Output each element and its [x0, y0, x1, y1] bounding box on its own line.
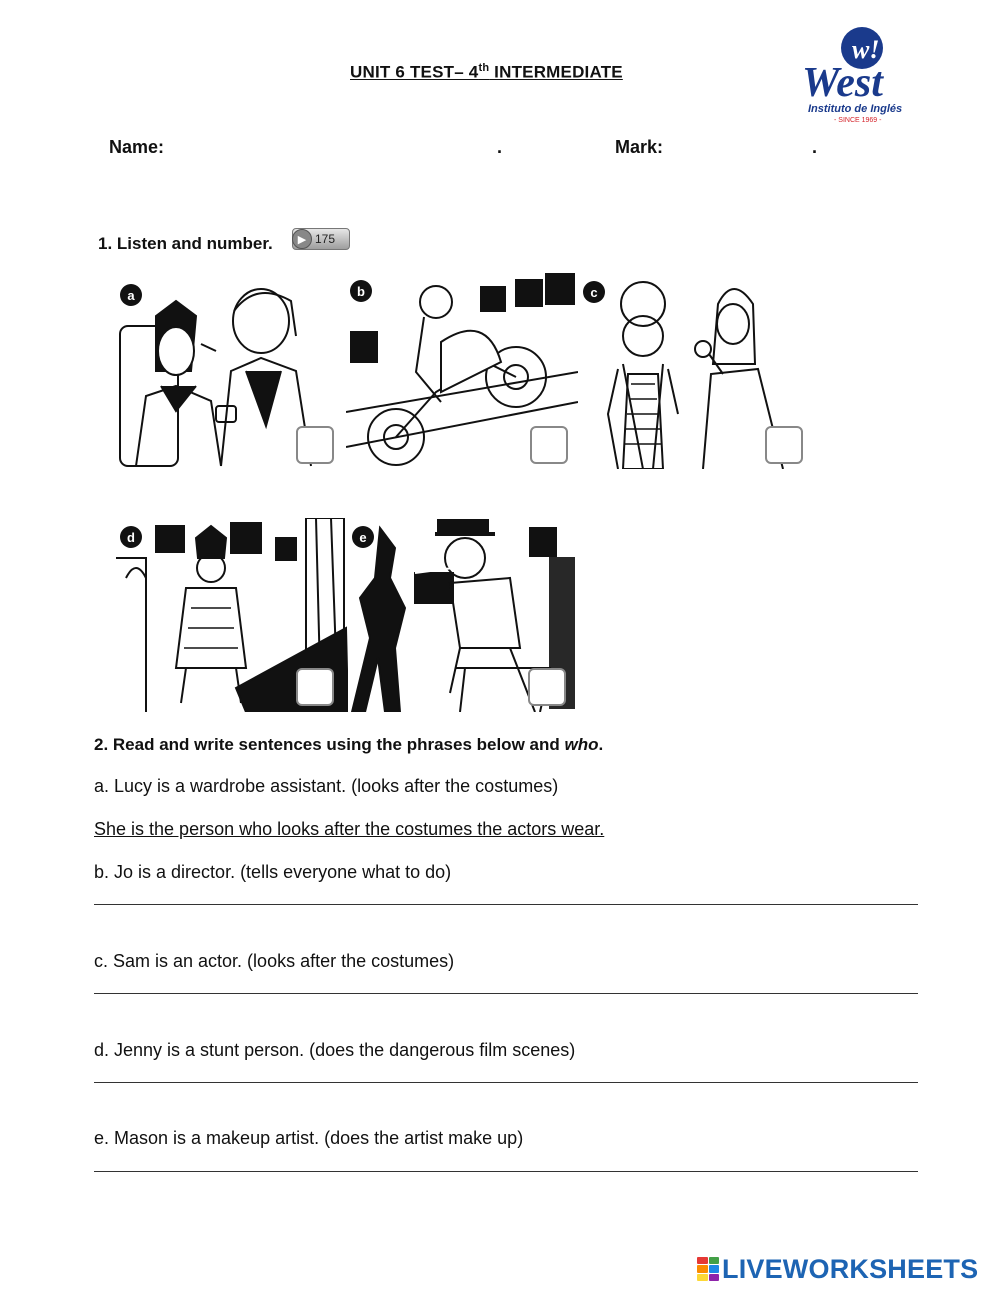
- logo-mark: w!: [852, 35, 880, 64]
- q2-item-e-answer-line[interactable]: [94, 1171, 918, 1172]
- worksheet-title: UNIT 6 TEST– 4th INTERMEDIATE: [350, 62, 623, 82]
- q2-item-e-prompt: e. Mason is a makeup artist. (does the artist make up): [94, 1128, 524, 1148]
- liveworksheets-logo: [697, 1254, 993, 1284]
- picture-d-letter: d: [120, 526, 142, 548]
- picture-a-letter: a: [120, 284, 142, 306]
- answer-box-c[interactable]: [765, 426, 803, 464]
- mark-label: Mark:: [615, 137, 664, 157]
- q2-item-b-prompt: b. Jo is a director. (tells everyone what to do): [94, 862, 452, 882]
- picture-a: [116, 276, 342, 469]
- picture-e-letter: e: [352, 526, 374, 548]
- picture-d: [116, 518, 348, 712]
- name-dot: .: [497, 137, 503, 157]
- q2-example-prompt: a. Lucy is a wardrobe assistant. (looks after the costumes): [94, 776, 559, 796]
- mark-dot: .: [812, 137, 818, 157]
- q2-heading: 2. Read and write sentences using the phrases below and who.: [94, 735, 604, 754]
- picture-c-letter: c: [583, 281, 605, 303]
- q2-item-d-prompt: d. Jenny is a stunt person. (does the dangerous film scenes): [94, 1040, 576, 1060]
- logo-subtitle: Instituto de Inglés: [808, 103, 903, 115]
- name-label: Name:: [109, 137, 165, 157]
- answer-box-a[interactable]: [296, 426, 334, 464]
- audio-track-number: 175: [315, 232, 336, 246]
- picture-c: [583, 274, 805, 469]
- answer-box-e[interactable]: [528, 668, 566, 706]
- liveworksheets-brand: LIVEWORKSHEETS: [722, 1253, 979, 1284]
- q2-item-b-answer-line[interactable]: [94, 904, 918, 905]
- answer-box-d[interactable]: [296, 668, 334, 706]
- west-logo: [800, 18, 930, 128]
- picture-b: [346, 272, 578, 469]
- logo-brand: West: [802, 60, 883, 106]
- picture-e: [350, 518, 578, 712]
- answer-box-b[interactable]: [530, 426, 568, 464]
- q1-heading: 1. Listen and number.: [98, 234, 273, 253]
- picture-b-letter: b: [350, 280, 372, 302]
- logo-since: - SINCE 1969 -: [834, 117, 882, 124]
- q2-item-d-answer-line[interactable]: [94, 1082, 918, 1083]
- liveworksheets-blocks-icon: [697, 1257, 719, 1281]
- q2-example-answer: She is the person who looks after the costumes the actors wear.: [94, 819, 605, 839]
- q2-item-c-prompt: c. Sam is an actor. (looks after the costumes): [94, 951, 455, 971]
- speaker-icon: ▶: [292, 229, 312, 249]
- q2-item-c-answer-line[interactable]: [94, 993, 918, 994]
- audio-player-button[interactable]: [292, 228, 350, 250]
